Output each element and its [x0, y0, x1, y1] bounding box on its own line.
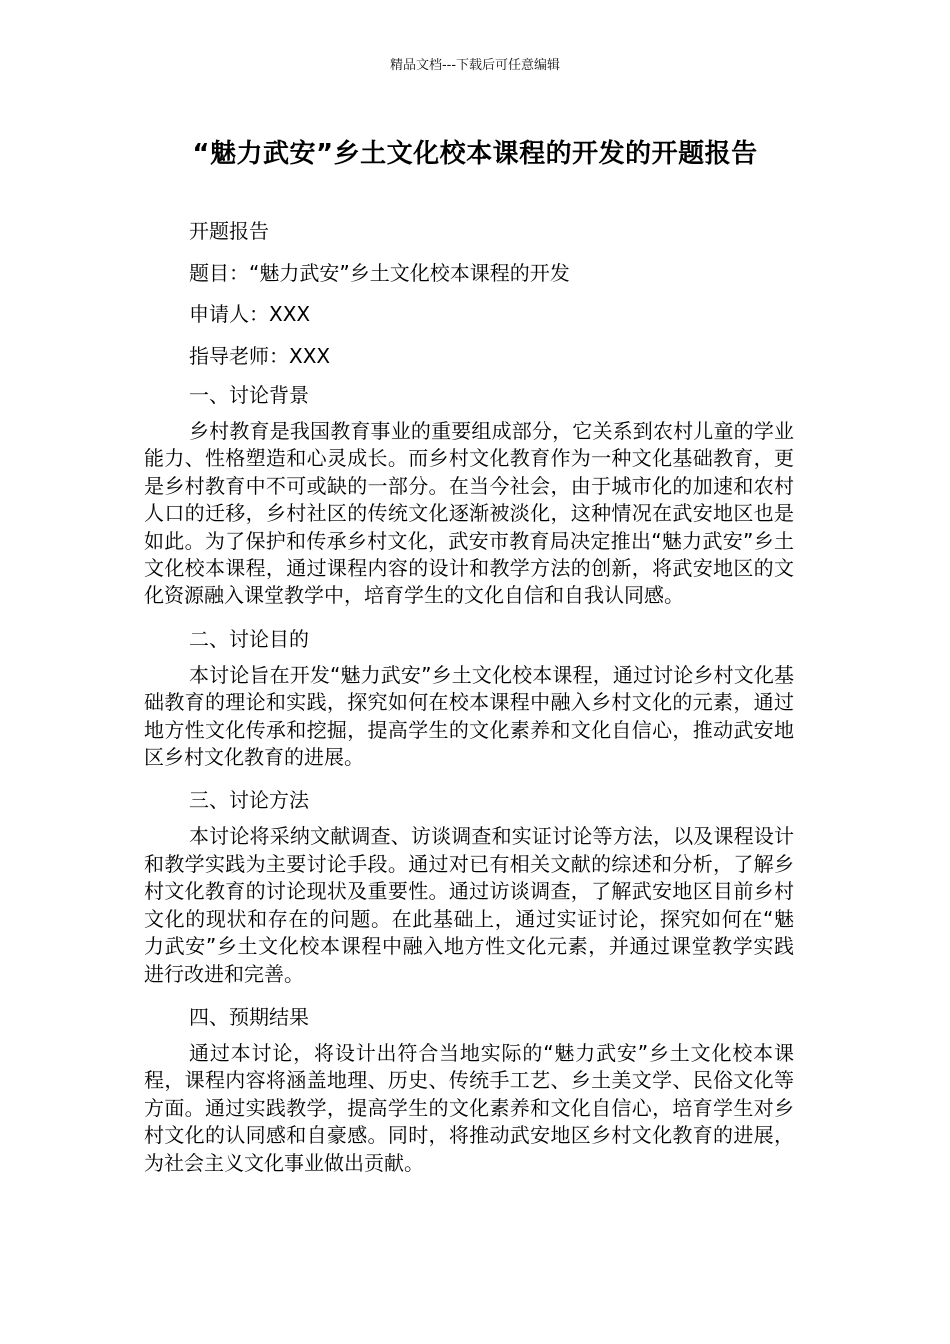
section-heading-background: 一、讨论背景 [189, 383, 309, 407]
applicant-line: 申请人：XXX [189, 302, 311, 326]
report-label: 开题报告 [189, 219, 269, 243]
section-text-expected-results: 通过本讨论，将设计出符合当地实际的“魅力武安”乡土文化校本课程，课程内容将涵盖地理、历史、传统手工艺、乡土美文学、民俗文化等方面。通过实践教学，提高学生的文化素养和文化自信心，培育学生对乡村文化的认同感和自豪感。同时，将推动武安地区乡村文化教育的进展，为社会主义文化事业做出贡献。 [144, 1040, 794, 1175]
section-text-background: 乡村教育是我国教育事业的重要组成部分，它关系到农村儿童的学业能力、性格塑造和心灵成长。而乡村文化教育作为一种文化基础教育，更是乡村教育中不可或缺的一部分。在当今社会，由于城市化的加速和农村人口的迁移，乡村社区的传统文化逐渐被淡化，这种情况在武安地区也是如此。为了保护和传承乡村文化，武安市教育局决定推出“魅力武安”乡土文化校本课程，通过课程内容的设计和教学方法的创新，将武安地区的文化资源融入课堂教学中，培育学生的文化自信和自我认同感。 [144, 419, 794, 608]
document-title: “魅力武安”乡土文化校本课程的开发的开题报告 [192, 139, 758, 169]
section-heading-expected-results: 四、预期结果 [189, 1004, 309, 1029]
topic-line: 题目：“魅力武安”乡土文化校本课程的开发 [189, 260, 570, 285]
section-text-purpose: 本讨论旨在开发“魅力武安”乡土文化校本课程，通过讨论乡村文化基础教育的理论和实践，探究如何在校本课程中融入乡村文化的元素，通过地方性文化传承和挖掘，提高学生的文化素养和文化自信心，推动武安地区乡村文化教育的进展。 [144, 662, 794, 770]
document-body [144, 214, 794, 1191]
section-heading-purpose: 二、讨论目的 [189, 626, 309, 651]
section-text-method: 本讨论将采纳文献调查、访谈调查和实证讨论等方法，以及课程设计和教学实践为主要讨论手段。通过对已有相关文献的综述和分析，了解乡村文化教育的讨论现状及重要性。通过访谈调查，了解武安地区目前乡村文化的现状和存在的问题。在此基础上，通过实证讨论，探究如何在“魅力武安”乡土文化校本课程中融入地方性文化元素，并通过课堂教学实践进行改进和完善。 [144, 824, 794, 986]
header-note: 精品文档---下载后可任意编辑 [389, 58, 561, 73]
advisor-line: 指导老师：XXX [189, 343, 331, 368]
section-heading-method: 三、讨论方法 [189, 788, 309, 813]
